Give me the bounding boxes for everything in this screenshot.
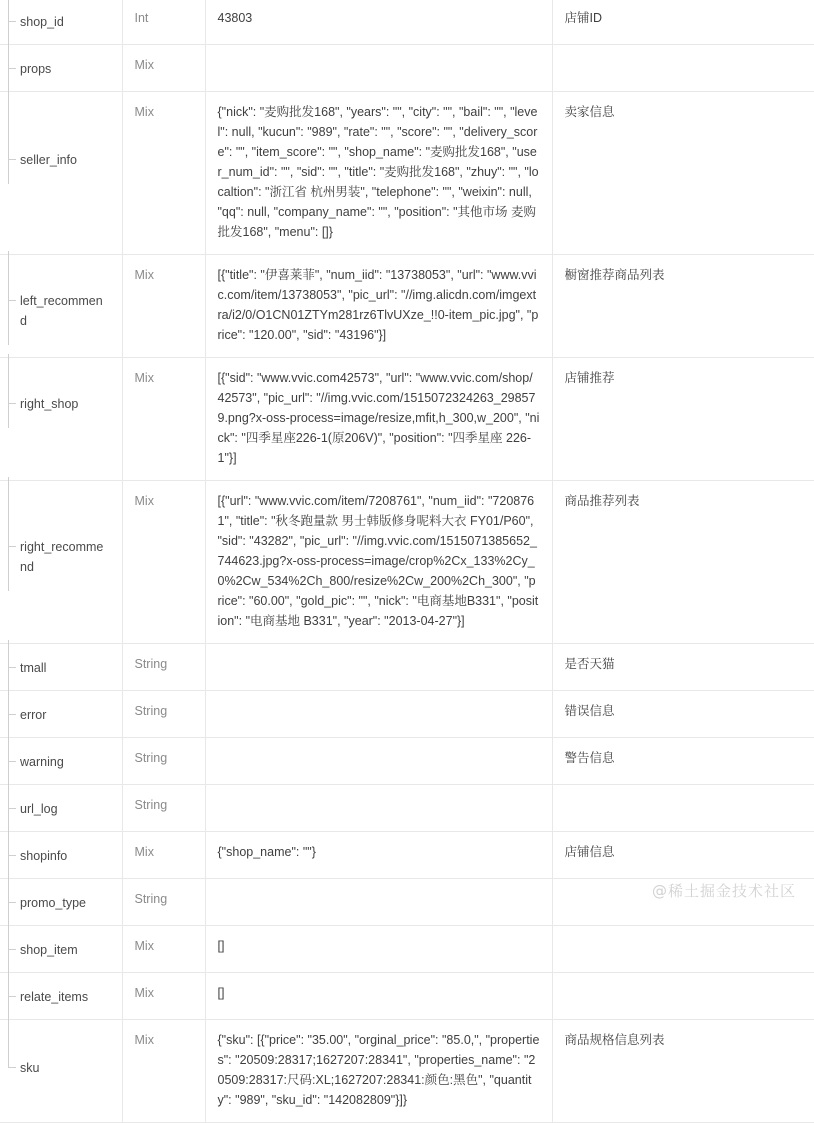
field-name-cell (0, 973, 122, 1020)
field-type-cell: Mix (122, 255, 205, 358)
tree-trunk-line (8, 687, 9, 739)
field-name-cell (0, 691, 122, 738)
table-row (0, 1020, 814, 1123)
field-name-label: left_recommend (20, 294, 103, 328)
field-value-cell: {"shop_name": ""} (205, 832, 552, 879)
tree-branch-icon (8, 855, 16, 856)
field-name-cell (0, 785, 122, 832)
field-description-cell (552, 973, 814, 1020)
tree-branch-icon (8, 159, 16, 160)
tree-trunk-line (8, 640, 9, 692)
field-name-label: right_shop (20, 397, 79, 411)
table-row (0, 92, 814, 255)
field-name-cell (0, 92, 122, 255)
field-type-cell: Mix (122, 45, 205, 92)
field-name-label: error (20, 708, 47, 722)
field-type-cell: Mix (122, 92, 205, 255)
field-type-cell: String (122, 879, 205, 926)
field-name-label: shop_item (20, 943, 78, 957)
field-name-label: warning (20, 755, 64, 769)
field-type-cell: String (122, 785, 205, 832)
tree-branch-icon (8, 1067, 16, 1068)
field-description-cell (552, 879, 814, 926)
tree-trunk-line (8, 251, 9, 345)
field-name-cell (0, 1020, 122, 1123)
field-value-cell (205, 45, 552, 92)
field-value-cell (205, 644, 552, 691)
tree-branch-icon (8, 949, 16, 950)
field-description-cell: 错误信息 (552, 691, 814, 738)
table-row (0, 785, 814, 832)
table-row (0, 255, 814, 358)
field-name-label: sku (20, 1061, 40, 1075)
tree-branch-icon (8, 300, 16, 301)
field-name-label: right_recommend (20, 540, 104, 574)
field-value-cell: [{"url": "www.vvic.com/item/7208761", "num_iid": "7208761", "title": "秋冬跑量款 男士韩版修身呢料大衣 FY01/P60", "sid": "43282", "pic_url": "//img.vvic.com/1515071385652_744623.jpg?x-oss-process=image/crop%2Cx_133%2Cy_0%2Cw_534%2Ch_800/resize%2Cw_200%2Ch_300", "price": "60.00", "gold_pic": "", "nick": "电商基地B331", "position": "电商基地 B331", "year": "2013-04-27"}] (205, 481, 552, 644)
field-name-cell (0, 358, 122, 481)
field-description-cell: 店铺推荐 (552, 358, 814, 481)
table-row (0, 358, 814, 481)
field-type-cell: String (122, 738, 205, 785)
tree-trunk-line (8, 88, 9, 184)
field-description-cell: 商品规格信息列表 (552, 1020, 814, 1123)
field-description-cell: 店铺ID (552, 0, 814, 45)
field-value-cell (205, 879, 552, 926)
field-name-cell (0, 832, 122, 879)
table-row (0, 481, 814, 644)
field-value-cell: {"nick": "麦购批发168", "years": "", "city": "", "bail": "", "level": null, "kucun": "989", "rate": "", "score": "", "delivery_score": "", "item_score": "", "shop_name": "麦购批发168", "user_num_id": "", "sid": "", "title": "麦购批发168", "zhuy": "", "localtion": "浙江省 杭州男装", "telephone": "", "weixin": null, "qq": null, "company_name": "", "position": "其他市场 麦购批发168", "menu": []} (205, 92, 552, 255)
field-name-label: seller_info (20, 153, 77, 167)
tree-branch-icon (8, 996, 16, 997)
field-type-cell: Mix (122, 358, 205, 481)
field-type-cell: String (122, 691, 205, 738)
tree-trunk-line (8, 781, 9, 833)
field-value-cell (205, 785, 552, 832)
field-name-label: tmall (20, 661, 47, 675)
table-row (0, 644, 814, 691)
field-value-cell: 43803 (205, 0, 552, 45)
field-value-cell: [] (205, 973, 552, 1020)
field-description-cell: 店铺信息 (552, 832, 814, 879)
field-type-cell: String (122, 644, 205, 691)
tree-trunk-line (8, 41, 9, 93)
field-type-cell: Mix (122, 973, 205, 1020)
field-value-cell: [{"sid": "www.vvic.com42573", "url": "www.vvic.com/shop/42573", "pic_url": "//img.vvic.com/1515072324263_298579.png?x-oss-process=image/resize,mfit,h_300,w_200", "nick": "四季星座226-1(原206V)", "position": "四季星座 226-1"}] (205, 358, 552, 481)
tree-branch-icon (8, 403, 16, 404)
tree-trunk-line (8, 922, 9, 974)
table-row (0, 45, 814, 92)
field-type-cell: Mix (122, 481, 205, 644)
field-name-cell (0, 255, 122, 358)
field-type-cell: Int (122, 0, 205, 45)
tree-trunk-line (8, 354, 9, 428)
field-value-cell: [{"title": "伊喜莱菲", "num_iid": "13738053", "url": "www.vvic.com/item/13738053", "pic_url": "//img.alicdn.com/imgextra/i2/0/O1CN01ZTYm281rz6TlvUXze_!!0-item_pic.jpg", "price": "120.00", "sid": "43196"}] (205, 255, 552, 358)
field-value-cell (205, 691, 552, 738)
field-name-cell (0, 644, 122, 691)
field-name-cell (0, 738, 122, 785)
field-name-label: promo_type (20, 896, 87, 910)
field-description-cell (552, 45, 814, 92)
tree-branch-icon (8, 667, 16, 668)
tree-trunk-line (8, 734, 9, 786)
tree-trunk-line (8, 1016, 9, 1068)
field-value-cell: [] (205, 926, 552, 973)
tree-branch-icon (8, 761, 16, 762)
table-row (0, 879, 814, 926)
tree-trunk-line (8, 828, 9, 880)
tree-branch-icon (8, 714, 16, 715)
tree-branch-icon (8, 68, 16, 69)
watermark: @稀土掘金技术社区 (651, 882, 796, 900)
table-row (0, 0, 814, 45)
field-description-cell: 橱窗推荐商品列表 (552, 255, 814, 358)
tree-branch-icon (8, 902, 16, 903)
field-name-label: relate_items (20, 990, 89, 1004)
table-row (0, 832, 814, 879)
tree-trunk-line (8, 875, 9, 927)
field-name-cell (0, 879, 122, 926)
field-name-label: props (20, 62, 52, 76)
field-name-label: url_log (20, 802, 58, 816)
field-value-cell (205, 738, 552, 785)
field-description-cell: 警告信息 (552, 738, 814, 785)
table-row (0, 691, 814, 738)
field-description-cell (552, 785, 814, 832)
tree-trunk-line (8, 0, 9, 46)
field-name-label: shop_id (20, 15, 64, 29)
field-description-cell: 商品推荐列表 (552, 481, 814, 644)
tree-trunk-line (8, 969, 9, 1021)
field-name-cell (0, 481, 122, 644)
field-type-cell: Mix (122, 832, 205, 879)
field-description-cell: 卖家信息 (552, 92, 814, 255)
field-value-cell: {"sku": [{"price": "35.00", "orginal_price": "85.0,", "properties": "20509:28317;1627207:28341", "properties_name": "20509:28317:尺码:XL;1627207:28341:颜色:黑色", "quantity": "989", "sku_id": "142082809"}]} (205, 1020, 552, 1123)
tree-branch-icon (8, 546, 16, 547)
field-type-cell: Mix (122, 1020, 205, 1123)
field-name-label: shopinfo (20, 849, 68, 863)
tree-branch-icon (8, 808, 16, 809)
field-type-cell: Mix (122, 926, 205, 973)
table-row (0, 973, 814, 1020)
field-description-cell: 是否天猫 (552, 644, 814, 691)
tree-trunk-line (8, 477, 9, 591)
tree-branch-icon (8, 21, 16, 22)
table-row (0, 738, 814, 785)
field-name-cell (0, 45, 122, 92)
field-name-cell (0, 0, 122, 45)
